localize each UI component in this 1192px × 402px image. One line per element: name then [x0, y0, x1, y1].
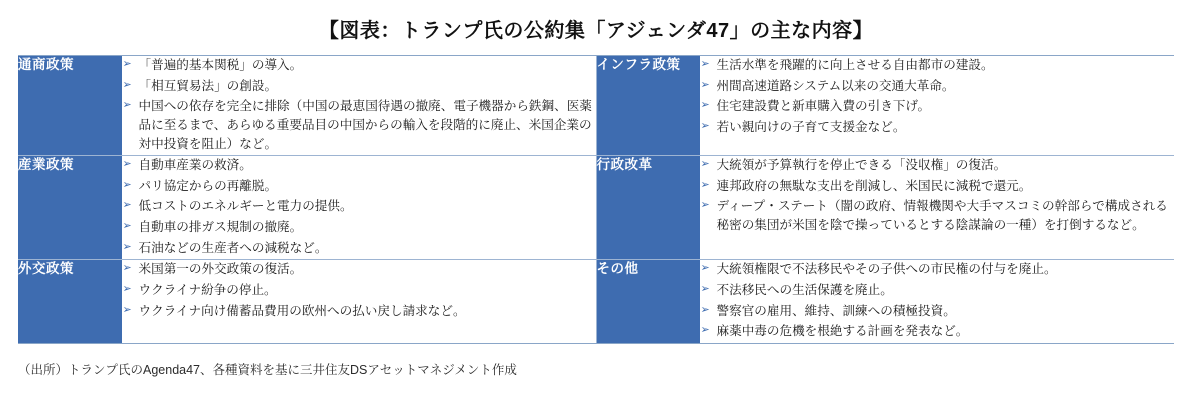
list-item	[123, 260, 596, 279]
list-item	[123, 56, 596, 75]
category-header-infra: インフラ政策	[596, 56, 700, 156]
bullet-list	[123, 56, 596, 153]
list-item	[123, 218, 596, 237]
list-item-text: 自動車の排ガス規制の撤廃。	[138, 220, 303, 234]
list-item	[123, 281, 596, 300]
list-item	[701, 97, 1175, 116]
list-item-text: 生活水準を飛躍的に向上させる自由都市の建設。	[716, 58, 994, 72]
list-item-text: 若い親向けの子育て支援金など。	[716, 119, 906, 134]
chevron-right-icon: ➢	[122, 78, 132, 91]
chevron-right-icon: ➢	[122, 220, 132, 232]
bullet-list	[701, 156, 1175, 235]
list-item	[701, 302, 1175, 321]
chevron-right-icon: ➢	[700, 178, 710, 191]
list-item-text: 連邦政府の無駄な支出を削減し、米国民に減税で還元。	[716, 178, 1032, 193]
chevron-right-icon: ➢	[700, 119, 710, 132]
chevron-right-icon: ➢	[122, 158, 132, 171]
list-item-text: 米国第一の外交政策の復活。	[138, 262, 303, 277]
agenda-table	[18, 56, 1174, 343]
chevron-right-icon: ➢	[700, 158, 710, 171]
list-item-text: 住宅建設費と新車購入費の引き下げ。	[716, 99, 931, 114]
list-item-text: ウクライナ紛争の停止。	[138, 282, 277, 297]
list-item	[123, 156, 596, 175]
bullet-list	[701, 260, 1175, 341]
table-row	[18, 260, 1174, 343]
chevron-right-icon: ➢	[122, 199, 132, 212]
chevron-right-icon: ➢	[122, 240, 132, 253]
list-item	[123, 239, 596, 258]
category-header-sonota: その他	[596, 260, 700, 343]
agenda-table-container	[18, 55, 1174, 344]
chevron-right-icon: ➢	[122, 178, 132, 191]
category-header-gyosei: 行政改革	[596, 156, 700, 260]
list-item	[701, 322, 1175, 341]
chevron-right-icon: ➢	[122, 99, 132, 112]
category-body-infra	[700, 56, 1174, 156]
list-item	[123, 97, 596, 153]
chevron-right-icon: ➢	[700, 99, 710, 112]
category-body-sangyo	[122, 156, 596, 260]
list-item-text: 大統領権限で不法移民やその子供への市民権の付与を廃止。	[716, 262, 1057, 277]
list-item-text: 自動車産業の救済。	[138, 158, 252, 173]
bullet-list	[701, 56, 1175, 137]
list-item	[701, 118, 1175, 137]
chevron-right-icon: ➢	[122, 58, 132, 70]
list-item-text: 「相互貿易法」の創設。	[138, 78, 278, 93]
list-item-text: パリ協定からの再離脱。	[138, 178, 278, 193]
list-item-text: 石油などの生産者への減税など。	[138, 240, 328, 255]
chevron-right-icon: ➢	[700, 78, 710, 91]
chevron-right-icon: ➢	[700, 282, 710, 295]
bullet-list	[123, 260, 596, 320]
category-header-gaiko: 外交政策	[18, 260, 122, 343]
list-item-text: 州間高速道路システム以来の交通大革命。	[716, 78, 955, 93]
category-body-gaiko	[122, 260, 596, 343]
chevron-right-icon: ➢	[700, 303, 710, 316]
list-item	[701, 197, 1175, 234]
list-item	[701, 177, 1175, 196]
list-item	[701, 281, 1175, 300]
list-item-text: 低コストのエネルギーと電力の提供。	[138, 199, 353, 214]
chevron-right-icon: ➢	[700, 324, 710, 337]
chevron-right-icon: ➢	[700, 262, 710, 275]
list-item	[123, 77, 596, 96]
table-row	[18, 56, 1174, 156]
list-item-text: 警察官の雇用、維持、訓練への積極投資。	[716, 303, 956, 318]
chevron-right-icon: ➢	[700, 199, 710, 212]
category-header-tsusho: 通商政策	[18, 56, 122, 156]
list-item	[123, 197, 596, 216]
source-note: （出所）トランプ氏のAgenda47、各種資料を基に三井住友DSアセットマネジメント作成	[18, 362, 517, 377]
list-item	[701, 260, 1175, 279]
chevron-right-icon: ➢	[700, 58, 710, 70]
list-item-text: ディープ・ステート（闇の政府、情報機関や大手マスコミの幹部らで構成される秘密の集団が米国を陰で操っているとする陰謀論の一種）を打倒するなど。	[716, 199, 1168, 232]
chevron-right-icon: ➢	[122, 282, 132, 295]
list-item-text: 麻薬中毒の危機を根絶する計画を発表など。	[716, 324, 969, 339]
table-row	[18, 156, 1174, 260]
page-title: 【図表：トランプ氏の公約集「アジェンダ47」の主な内容】	[318, 20, 874, 42]
chevron-right-icon: ➢	[122, 262, 132, 275]
list-item-text: 不法移民への生活保護を廃止。	[716, 282, 893, 297]
list-item	[701, 156, 1175, 175]
list-item-text: ウクライナ向け備蓄品費用の欧州への払い戻し請求など。	[138, 303, 466, 318]
bullet-list	[123, 156, 596, 257]
list-item	[123, 302, 596, 321]
list-item	[123, 177, 596, 196]
list-item-text: 大統領が予算執行を停止できる「没収権」の復活。	[716, 158, 1007, 173]
category-body-sonota	[700, 260, 1174, 343]
category-body-gyosei	[700, 156, 1174, 260]
category-header-sangyo: 産業政策	[18, 156, 122, 260]
list-item-text: 中国への依存を完全に排除（中国の最恵国待遇の撤廃、電子機器から鉄鋼、医薬品に至るまで、あらゆる重要品目の中国からの輸入を段階的に廃止、米国企業の対中投資を阻止）など。	[138, 99, 592, 151]
chevron-right-icon: ➢	[122, 303, 132, 316]
list-item	[701, 77, 1175, 96]
list-item	[701, 56, 1175, 75]
category-body-tsusho	[122, 56, 596, 156]
list-item-text: 「普遍的基本関税」の導入。	[138, 58, 303, 72]
